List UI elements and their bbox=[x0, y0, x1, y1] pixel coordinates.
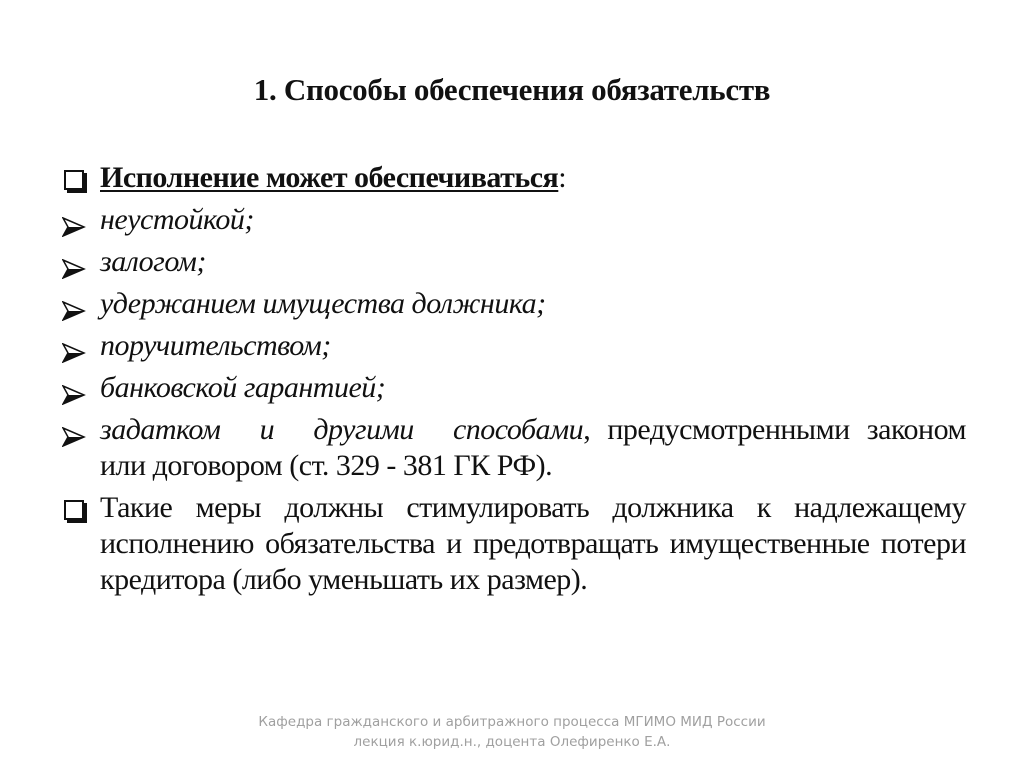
slide-title: 1. Способы обеспечения обязательств bbox=[253, 72, 771, 107]
slide-footer bbox=[0, 712, 1024, 752]
list-item-text: поручительством; bbox=[100, 329, 331, 362]
section-heading bbox=[58, 160, 966, 196]
square-bullet-icon bbox=[64, 500, 90, 522]
section-heading-suffix: : bbox=[558, 161, 567, 194]
list-item-text: банковской гарантией; bbox=[100, 371, 386, 404]
conclusion bbox=[58, 490, 966, 598]
slide-content bbox=[58, 160, 966, 604]
conclusion-text: Такие меры должны стимулировать должника к надлежащему исполнению обязательства и предотвращать имущественные потери кредитора (либо уменьшать их размер). bbox=[100, 491, 966, 596]
list-item bbox=[58, 328, 966, 364]
arrow-bullet-icon bbox=[62, 378, 88, 400]
list-item-text: залогом; bbox=[100, 245, 206, 278]
square-bullet-icon bbox=[64, 170, 90, 192]
list-item-text: неустойкой; bbox=[100, 203, 254, 236]
list-item bbox=[58, 244, 966, 280]
arrow-bullet-icon bbox=[62, 336, 88, 358]
arrow-bullet-icon bbox=[62, 252, 88, 274]
arrow-bullet-icon bbox=[62, 210, 88, 232]
list-item bbox=[58, 370, 966, 406]
list-item-text-italic: задатком и другими способами bbox=[100, 413, 584, 446]
list-item bbox=[58, 412, 966, 484]
list-item bbox=[58, 286, 966, 322]
footer-line-2: лекция к.юрид.н., доцента Олефиренко Е.А. bbox=[353, 734, 671, 750]
list-item-text: удержанием имущества должника; bbox=[100, 287, 546, 320]
arrow-bullet-icon bbox=[62, 420, 88, 442]
list-item-text-regular: , предусмотренными законом или договором (ст. 329 - 381 ГК РФ). bbox=[100, 413, 966, 482]
arrow-bullet-icon bbox=[62, 294, 88, 316]
footer-line-1: Кафедра гражданского и арбитражного процесса МГИМО МИД России bbox=[258, 714, 766, 730]
list-item bbox=[58, 202, 966, 238]
section-heading-text: Исполнение может обеспечиваться bbox=[100, 161, 559, 194]
